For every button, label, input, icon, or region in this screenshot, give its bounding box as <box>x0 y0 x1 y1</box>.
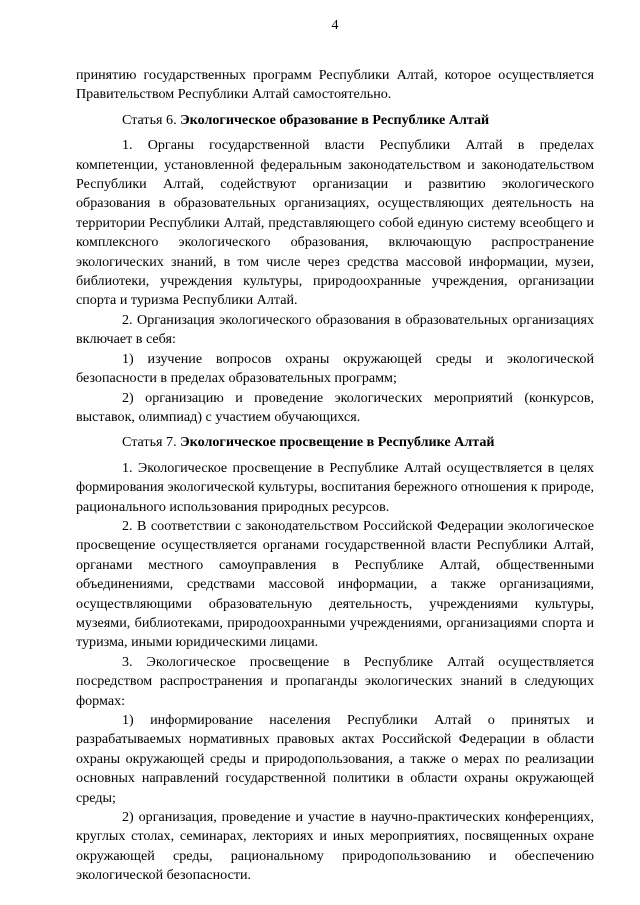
article-7-clause-3: 3. Экологическое просвещение в Республике Алтай осуществляется посредством распространения и пропаганды экологических знаний в следующих формах: <box>76 653 594 709</box>
article-7-title: Экологическое просвещение в Республике Алтай <box>180 434 495 451</box>
article-7-clause-3-item-1: 1) информирование населения Республики Алтай о принятых и разрабатываемых нормативных правовых актах Российской Федерации в области охраны окружающей среды и природопользования, а также о мерах по реализации основных направлений государственной политики в области охраны окружающей среды; <box>76 712 594 806</box>
article-6-clause-2-item-2: 2) организацию и проведение экологических мероприятий (конкурсов, выставок, олимпиад) с участием обучающихся. <box>76 389 594 425</box>
article-6-clause-1: 1. Органы государственной власти Республики Алтай в пределах компетенции, установленной федеральным законодательством и законодательством Республики Алтай, содействуют организации и развитию экологического образования в образовательных организациях, осуществляющих деятельность на территории Республики Алтай, представляющего собой единую систему всеобщего и комплексного экологического образования, включающую распространение экологических знаний, в том числе через средства массовой информации, музеи, библиотеки, учреждения культуры, природоохранные учреждения, организации спорта и туризма Республики Алтай. <box>76 137 594 309</box>
article-6-title: Экологическое образование в Республике Алтай <box>180 111 490 128</box>
article-7-heading <box>76 433 594 452</box>
article-7-prefix: Статья 7. <box>122 434 181 451</box>
paragraph-continuation: принятию государственных программ Республики Алтай, которое осуществляется Правительством Республики Алтай самостоятельно. <box>76 67 594 103</box>
article-6-clause-2-item-1: 1) изучение вопросов охраны окружающей среды и экологической безопасности в пределах образовательных программ; <box>76 350 594 387</box>
article-7-clause-1: 1. Экологическое просвещение в Республике Алтай осуществляется в целях формирования экологической культуры, воспитания бережного отношения к природе, рационального использования природных ресурсов. <box>76 459 594 515</box>
article-6-clause-2: 2. Организация экологического образования в образовательных организациях включает в себя: <box>76 311 594 348</box>
article-7-clause-3-item-2: 2) организация, проведение и участие в научно-практических конференциях, круглых столах, семинарах, лекториях и иных мероприятиях, посвященных охране окружающей среды, рациональному природопользованию и обеспечению экологической безопасности. <box>76 809 594 884</box>
article-7-clause-2: 2. В соответствии с законодательством Российской Федерации экологическое просвещение осуществляется органами государственной власти Республики Алтай, органами местного самоуправления в Республике Алтай, общественными объединениями, средствами массовой информации, а также организациями, осуществляющими образовательную деятельность, учреждениями культуры, музеями, библиотеками, природоохранными учреждениями, организациями спорта и туризма, иными юридическими лицами. <box>76 517 594 651</box>
article-6-prefix: Статья 6. <box>122 111 181 128</box>
article-6-heading <box>76 111 594 130</box>
document-page <box>76 18 594 886</box>
page-number: 4 <box>331 18 339 33</box>
